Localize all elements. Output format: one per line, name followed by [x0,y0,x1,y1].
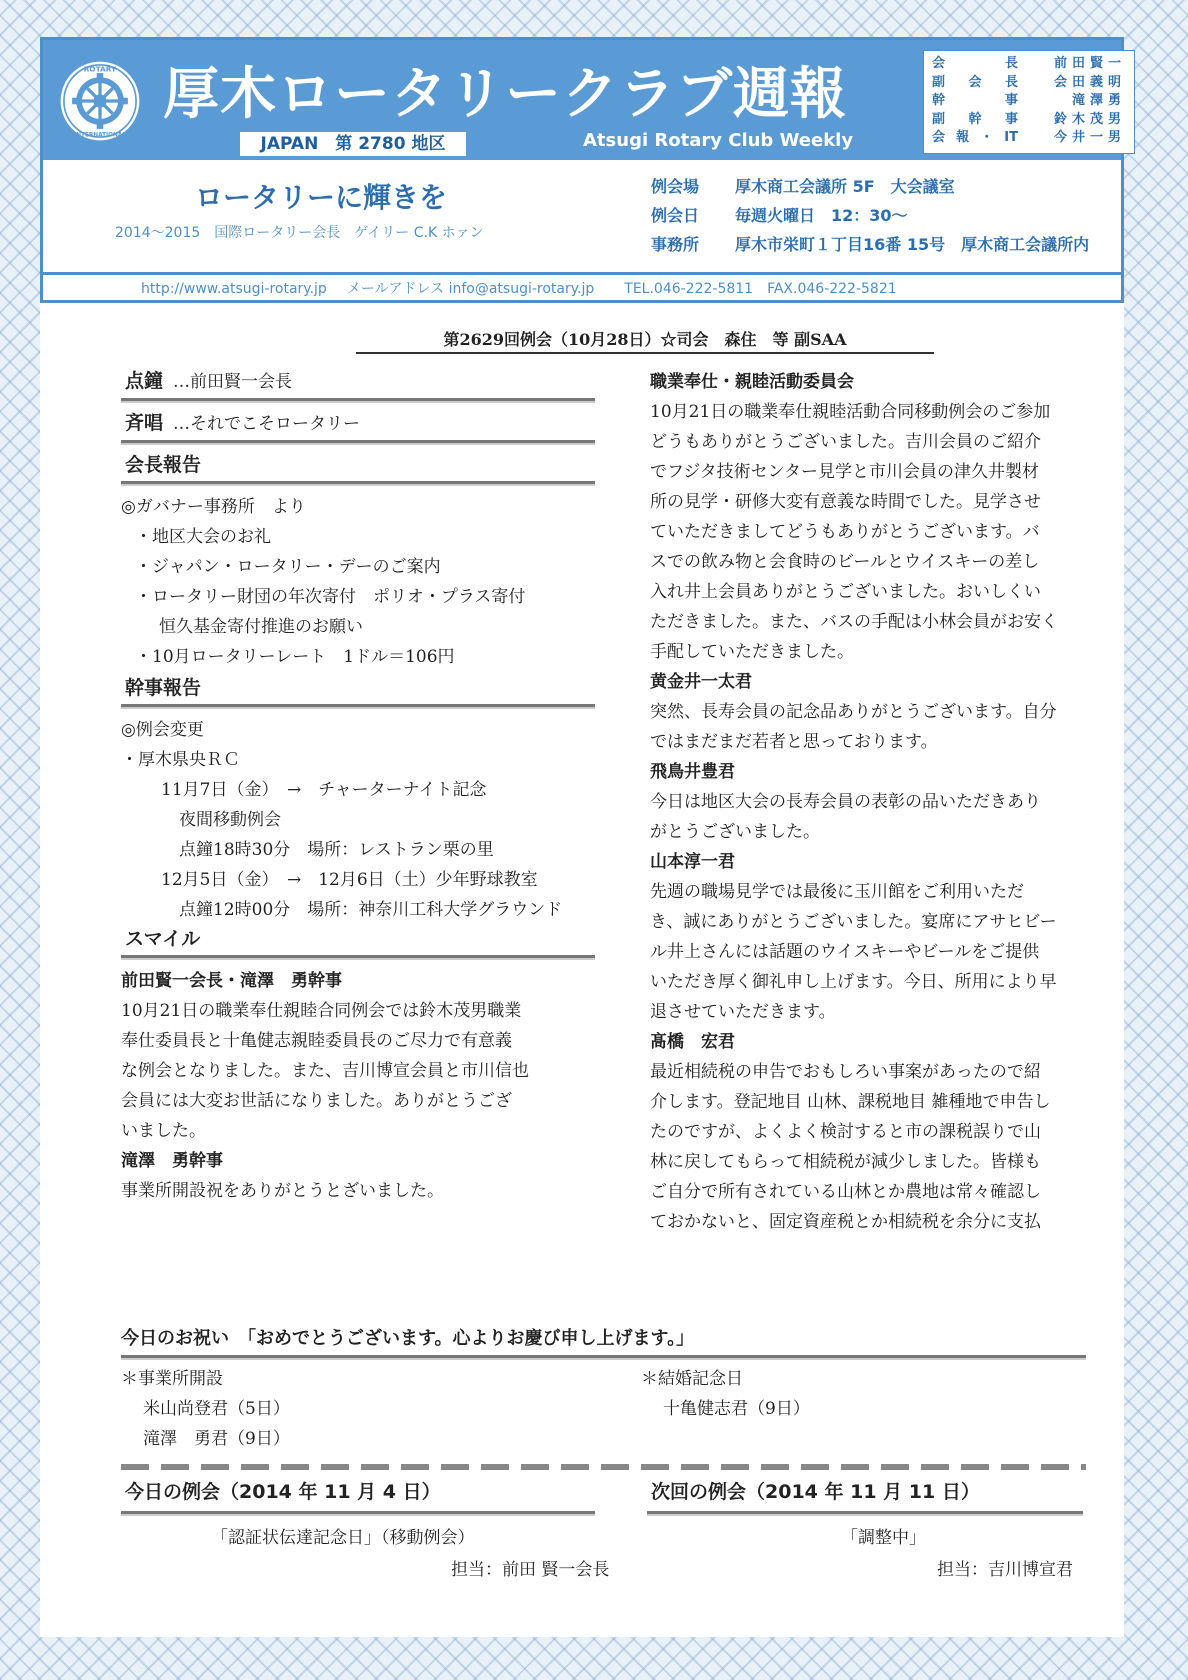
section-rule [121,481,595,486]
meeting-info-value: 厚木市栄町１丁目16番 15号 厚木商工会議所内 [735,235,1090,254]
report-line: ・地区大会のお礼 [135,527,271,547]
dashed-divider [121,1464,1086,1470]
report-line: 11月7日（金） → チャーターナイト記念 [161,780,487,800]
officer-role: 会報・IT [932,130,1018,145]
report-line: ・ジャパン・ロータリー・デーのご案内 [135,557,441,577]
email-address[interactable]: メールアドレス info@atsugi-rotary.jp [346,281,595,297]
smile-line: ておかないと、固定資産税とか相続税を余分に支払 [650,1212,1041,1232]
business-opening-title: ＊事業所開設 [121,1369,223,1389]
meeting-info-row [651,230,1089,259]
smile-line: がとうございました。 [650,822,820,842]
smile-name: 髙橋 宏君 [650,1032,735,1052]
smile-name: 滝澤 勇幹事 [121,1151,223,1171]
newsletter-title: 厚木ロータリークラブ週報 [163,62,847,127]
meeting-info-value: 厚木商工会議所 5F 大会議室 [735,177,955,196]
smile-line: 手配していただきました。 [650,642,854,662]
officer-role: 副幹事 [932,111,1018,127]
smile-line: ではまだまだ若者と思っております。 [650,732,938,752]
meeting-info-label: 事務所 [651,235,700,254]
officers-box [923,50,1135,154]
report-line: 夜間移動例会 [179,810,281,830]
meeting-info-label: 例会日 [651,206,700,225]
smile-line: 10月21日の職業奉仕親睦合同例会では鈴木茂男職業 [121,1001,522,1021]
song-value: …それでこそロータリー [173,414,361,434]
newsletter-page [40,37,1124,1637]
next-meeting-program: 「調整中」 [841,1528,926,1548]
right-column [650,367,1086,1237]
officer-name: 鈴木茂男 [1053,111,1126,127]
district-label: JAPAN 第 2780 地区 [240,132,466,156]
smile-line: 今日は地区大会の長寿会員の表彰の品いただきあり [650,792,1041,812]
report-line: 恒久基金寄付推進のお願い [159,617,363,637]
smile-line: ル井上さんには話題のウイスキーやビールをご提供 [650,942,1040,962]
president-report-title: 会長報告 [125,454,202,476]
newsletter-subtitle: Atsugi Rotary Club Weekly [583,130,854,151]
smile-line: き、誠にありがとうございました。宴席にアサヒビー [650,912,1057,932]
smile-line: 会員には大変お世話になりました。ありがとうござ [121,1091,512,1111]
section-rule [121,704,595,709]
report-line: ・ロータリー財団の年次寄付 ポリオ・プラス寄付 [135,587,526,607]
smile-line: ていただきましてどうもありがとうございます。バ [650,522,1040,542]
meeting-info-row [651,172,1089,201]
celebration-columns [121,1364,1086,1464]
officer-name: 前田賢一 [1053,56,1126,71]
section-rule [647,1511,1083,1516]
wedding-anniversary-title: ＊結婚記念日 [641,1369,743,1389]
celebration-title: 今日のお祝い 「おめでとうございます。心よりお慶び申し上げます。」 [121,1328,695,1349]
meeting-info-label: 例会場 [651,177,700,196]
smile-line: 奉仕委員長と十亀健志親睦委員長のご尽力で有意義 [121,1031,512,1051]
celebration-section [121,1325,1086,1470]
motto: ロータリーに輝きを [195,181,448,214]
smile-line: 事業所開設祝をありがとうとざいました。 [121,1181,444,1201]
masthead [40,37,1124,303]
officer-row [932,74,1126,93]
officer-row [932,129,1126,148]
report-line: ・厚木県央ＲＣ [121,750,240,770]
smile-line: な例会となりました。また、吉川博宣会員と市川信也 [121,1061,529,1081]
next-meeting-title: 次回の例会（2014 年 11 月 11 日） [651,1481,980,1503]
smile-line: 先週の職場見学では最後に玉川館をご利用いただ [650,882,1024,902]
smile-name: 職業奉仕・親睦活動委員会 [650,372,854,392]
section-rule [121,955,595,960]
officer-row [932,111,1126,130]
today-meeting-title: 今日の例会（2014 年 11 月 4 日） [125,1481,441,1503]
section-rule [121,398,595,403]
meeting-info-value: 毎週火曜日 12：30～ [735,206,908,225]
smile-line: 最近相続税の申告でおもしろい事案があったので紹 [650,1062,1041,1082]
smile-name: 黄金井一太君 [650,672,752,692]
smile-line: たのですが、よくよく検討すると市の課税誤りで山 [650,1122,1041,1142]
report-line: ◎ガバナー事務所 より [121,497,306,517]
report-line: 12月5日（金） → 12月6日（土）少年野球教室 [161,870,538,890]
smile-line: でフジタ技術センター見学と市川会員の津久井製材 [650,462,1039,482]
report-line: ◎例会変更 [121,720,204,740]
smile-line: いました。 [121,1121,206,1141]
smile-line: 林に戻してもらって相続税が減少しました。皆様も [650,1152,1041,1172]
smile-line: ご自分で所有されている山林とか農地は常々確認し [650,1182,1041,1202]
logo-text-bottom: INTERNATIONAL [74,132,126,139]
smile-line: 介します。登記地目 山林、課税地目 雑種地で申告し [650,1092,1051,1112]
contact-band [43,272,1121,303]
business-opening-name: 滝澤 勇君（9日） [143,1429,290,1449]
wedding-anniversary-name: 十亀健志君（9日） [663,1399,810,1419]
smile-line: どうもありがとうございました。吉川会員のご紹介 [650,432,1041,452]
title-band [43,40,1126,160]
wedding-anniversary-list [641,1364,810,1424]
song-label: 斉唱 [125,412,164,434]
officer-name: 滝澤勇 [1071,93,1126,108]
section-rule [121,440,595,445]
section-rule [121,1355,1086,1360]
smile-line: 入れ井上会員ありがとうございました。おいしくい [650,582,1041,602]
officer-role: 幹事 [932,93,1018,108]
smile-line: 突然、長寿会員の記念品ありがとうございます。自分 [650,702,1057,722]
meetings-footer [121,1477,1086,1617]
song-section [121,409,595,438]
officer-role: 副会長 [932,74,1018,90]
bell-value: …前田賢一会長 [173,372,293,392]
smile-line: ただきました。また、バスの手配は小林会員がお安く [650,612,1058,632]
officer-name: 今井一男 [1053,130,1126,145]
business-opening-name: 米山尚登君（5日） [143,1399,290,1419]
officer-name: 会田義明 [1053,74,1126,90]
report-line: 点鐘18時30分 場所：レストラン栗の里 [179,840,494,860]
meeting-info-row [651,201,1089,230]
officer-row [932,55,1126,74]
officer-role: 会長 [932,56,1018,71]
business-opening-list [121,1364,290,1454]
left-column [121,367,595,1206]
smile-line: 退させていただきます。 [650,1002,836,1022]
smile-line: スでの飲み物と会食時のビールとウイスキーの差し [650,552,1040,572]
smile-line: 所の見学・研修大変有意義な時間でした。見学させ [650,492,1041,512]
meeting-info [651,172,1089,259]
smile-name: 飛鳥井豊君 [650,762,735,782]
smile-line: 10月21日の職業奉仕親睦活動合同移動例会のご参加 [650,402,1051,422]
website-link[interactable]: http://www.atsugi-rotary.jp [141,281,327,297]
section-rule [121,1511,595,1516]
today-meeting-charge: 担当：前田 賢一会長 [451,1560,610,1580]
today-meeting-program: 「認証状伝達記念日」（移動例会） [211,1528,475,1548]
rotary-logo [59,60,141,142]
tel-fax: TEL.046-222-5811 FAX.046-222-5821 [624,281,897,297]
logo-text-top: ROTARY [83,64,117,74]
next-meeting-charge: 担当：吉川博宣君 [937,1560,1073,1580]
smile-line: いただき厚く御礼申し上げます。今日、所用により早 [650,972,1057,992]
smile-name: 山本淳一君 [650,852,735,872]
smile-title: スマイル [125,928,201,950]
bell-label: 点鐘 [125,370,164,392]
bell-section [121,367,595,396]
report-line: ・10月ロータリーレート 1ドル＝106円 [135,647,455,667]
meeting-header: 第2629回例会（10月28日）☆司会 森住 等 副SAA [356,327,934,354]
officer-row [932,92,1126,111]
ri-president-line: 2014～2015 国際ロータリー会長 ゲイリー C.K ホァン [115,225,484,241]
secretary-report-title: 幹事報告 [125,677,202,699]
report-line: 点鐘12時00分 場所：神奈川工科大学グラウンド [179,900,563,920]
smile-name: 前田賢一会長・滝澤 勇幹事 [121,971,342,991]
